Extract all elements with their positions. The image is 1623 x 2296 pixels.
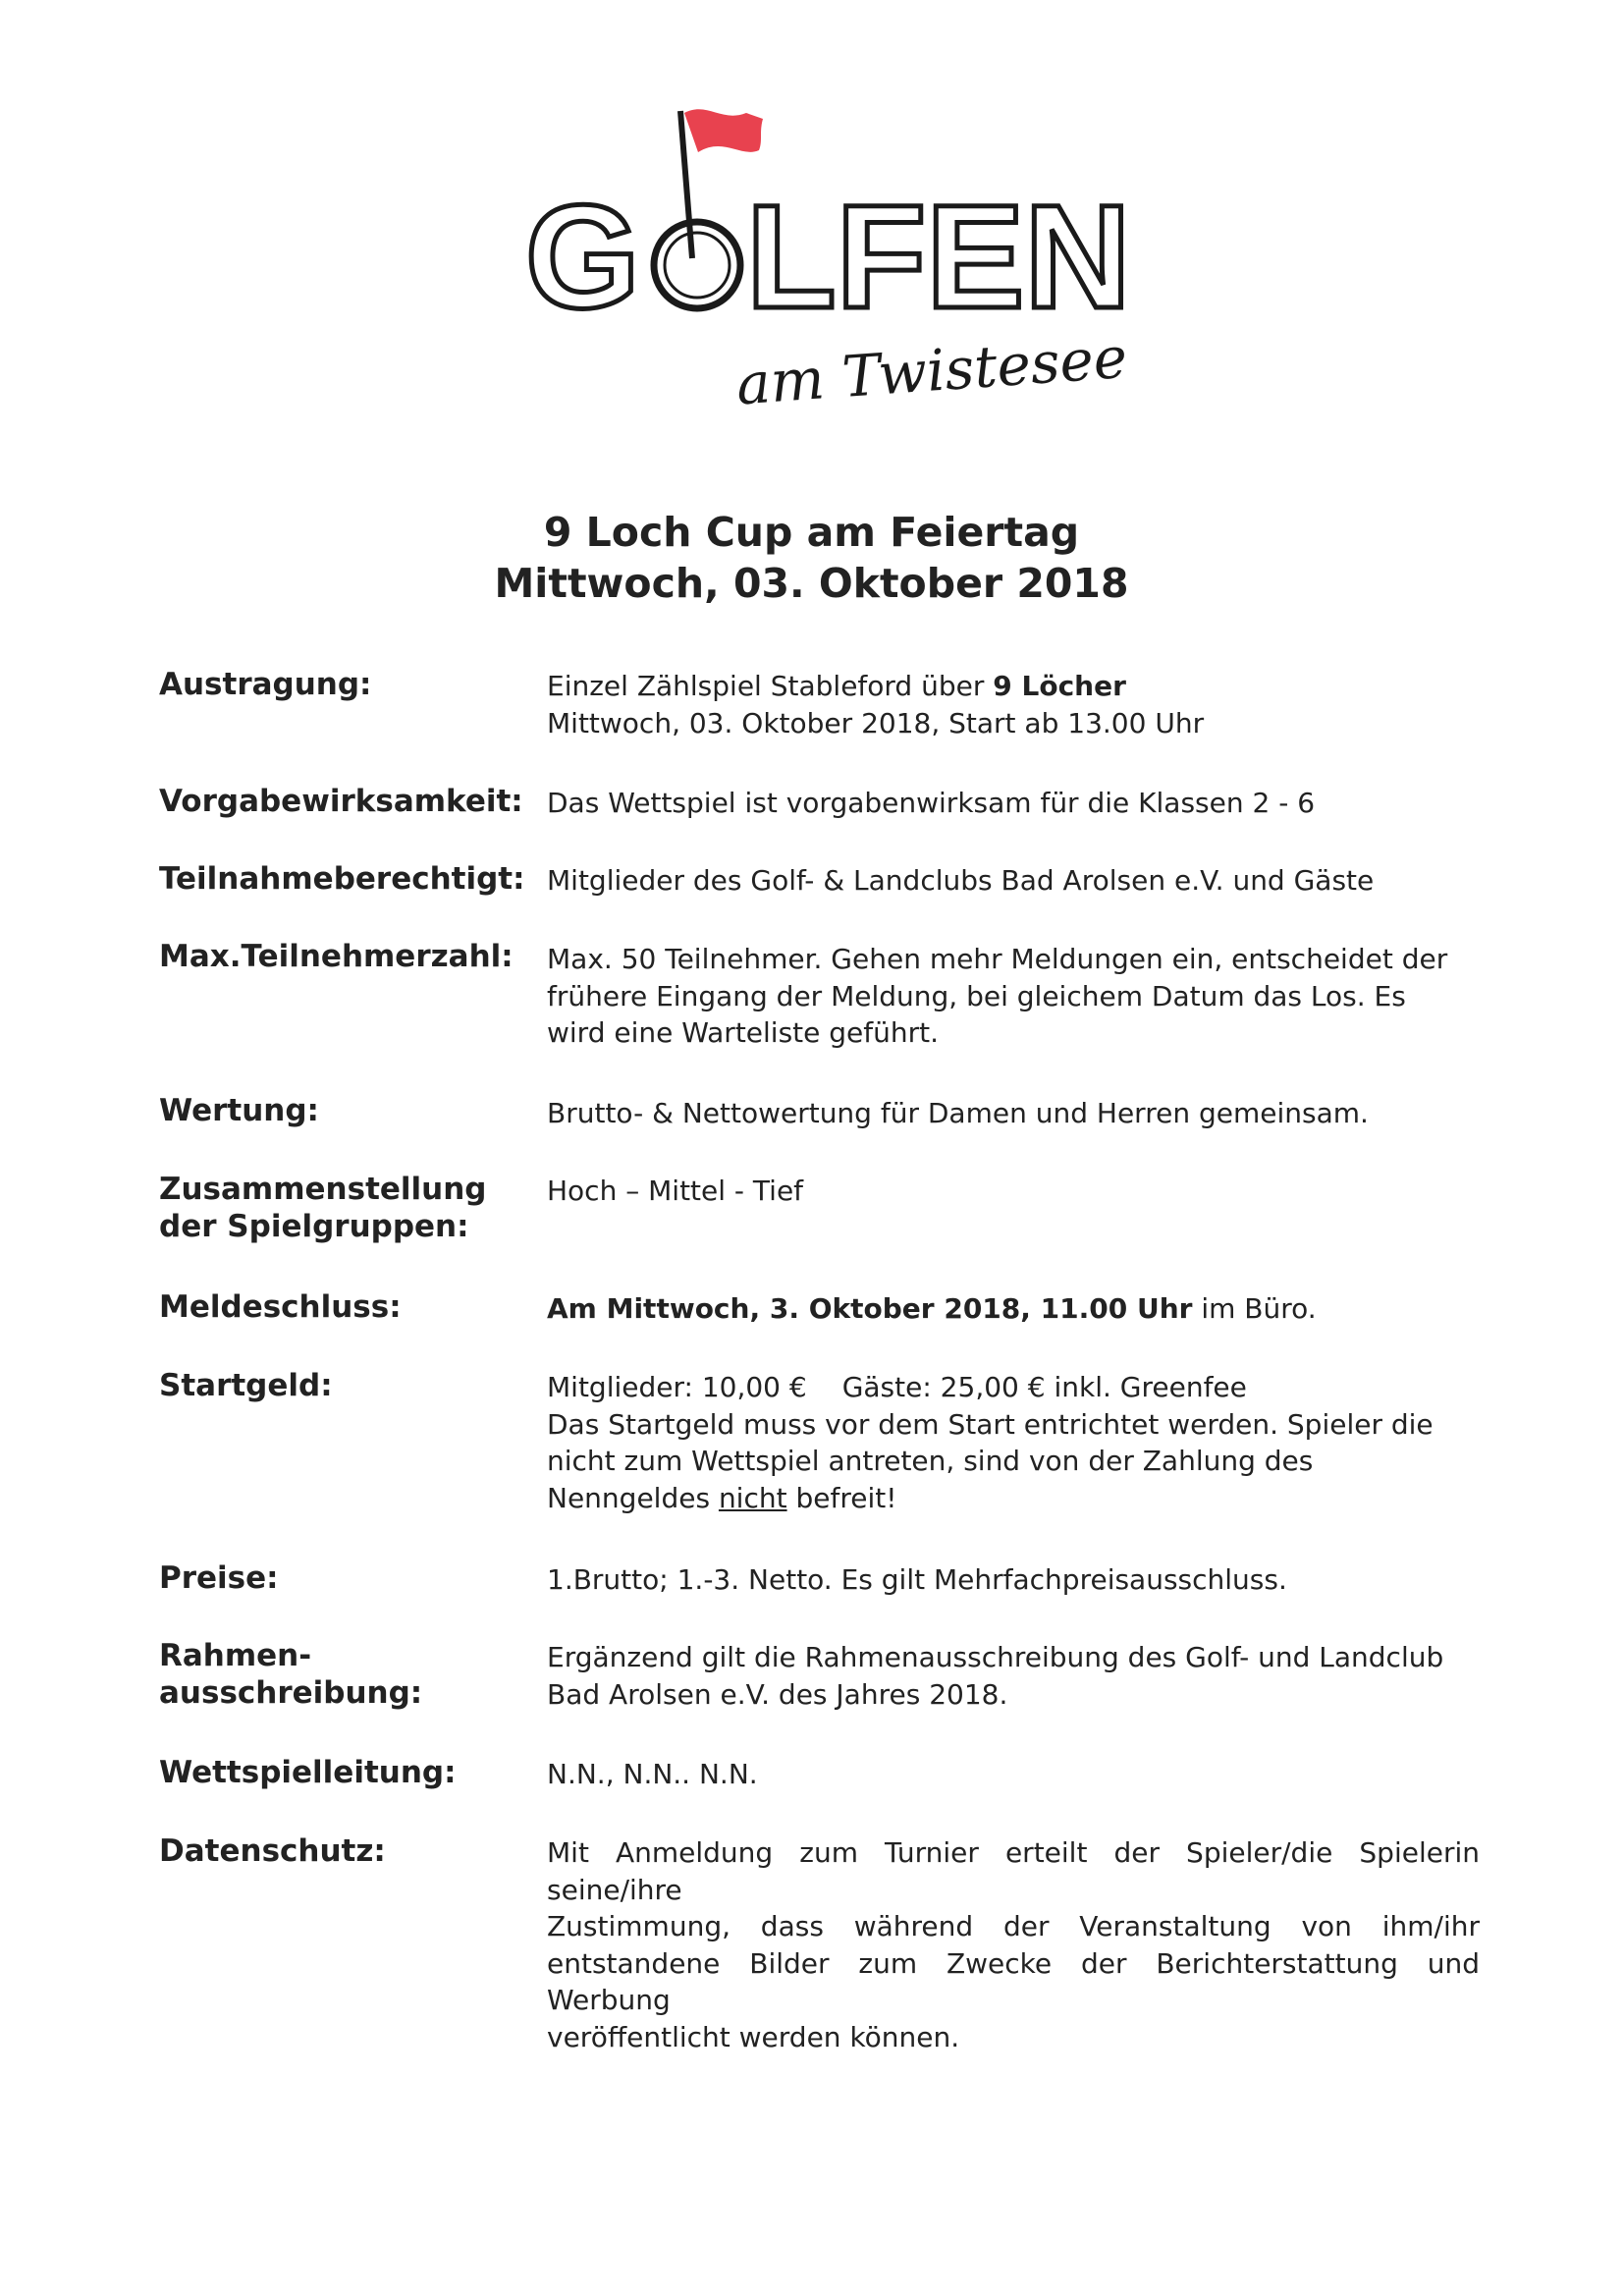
max-text: Max. 50 Teilnehmer. Gehen mehr Meldungen ein, entscheidet der frühere Eingang der Meldung, bei gleichem Datum das Los. Es wird eine Warteliste geführt. [547,943,1448,1049]
datenschutz-line3: entstandene Bilder zum Zwecke der Berichterstattung und Werbung [547,1946,1480,2016]
meldeschluss-location: im Büro. [1192,1292,1317,1325]
teilnahme-text: Mitglieder des Golf- & Landclubs Bad Arolsen e.V. und Gäste [547,864,1375,897]
startgeld-text: Das Startgeld muss vor dem Start entrichtet werden. Spieler die nicht zum Wettspiel antreten, sind von der Zahlung des Nenngeldes [547,1407,1434,1514]
logo-letters-lfen: LFEN [746,174,1131,339]
value-meldeschluss [547,1290,1480,1328]
startgeld-members: Mitglieder: 10,00 € [547,1371,807,1403]
value-wertung [547,1095,1480,1132]
label-preise: Preise: [159,1560,279,1596]
label-meldeschluss: Meldeschluss: [159,1289,402,1325]
value-austragung [547,668,1480,741]
label-austragung: Austragung: [159,667,372,702]
vorgabe-text: Das Wettspiel ist vorgabenwirksam für die Klassen 2 - 6 [547,787,1316,819]
value-wettspielleitung [547,1756,1480,1793]
value-rahmenausschreibung [547,1639,1480,1713]
label-wettspielleitung: Wettspielleitung: [159,1755,457,1790]
datenschutz-line2: Zustimmung, dass während der Veranstaltung von ihm/ihr [547,1910,1480,1942]
label-datenschutz: Datenschutz: [159,1833,386,1869]
label-zusammenstellung-line1: Zusammenstellung [159,1172,487,1207]
value-datenschutz [547,1834,1480,2055]
label-vorgabewirksamkeit: Vorgabewirksamkeit: [159,784,523,819]
logo-tagline: am Twistesee [733,323,1130,417]
red-flag-icon [684,109,763,152]
label-rahmen-line2: ausschreibung: [159,1675,423,1711]
austragung-text: Einzel Zählspiel Stableford über [547,670,994,702]
datenschutz-line4: veröffentlicht werden können. [547,2020,960,2053]
leitung-text: N.N., N.N.. N.N. [547,1758,758,1790]
label-rahmen-line1: Rahmen- [159,1638,312,1673]
startgeld-nicht: nicht [718,1481,787,1514]
wertung-text: Brutto- & Nettowertung für Damen und Herren gemeinsam. [547,1097,1369,1129]
label-rahmenausschreibung [159,1637,422,1712]
meldeschluss-deadline: Am Mittwoch, 3. Oktober 2018, 11.00 Uhr [547,1292,1193,1325]
value-preise [547,1561,1480,1599]
value-teilnahmeberechtigt [547,862,1480,900]
logo-letter-g: G [525,174,640,339]
zusammen-text: Hoch – Mittel - Tief [547,1175,804,1207]
golf-ball-icon [654,222,740,308]
label-zusammenstellung [159,1171,487,1245]
preise-text: 1.Brutto; 1.-3. Netto. Es gilt Mehrfachpreisausschluss. [547,1563,1287,1596]
startgeld-text-end: befreit! [786,1481,897,1514]
page-subtitle-date: Mittwoch, 03. Oktober 2018 [494,560,1129,607]
golfen-am-twistesee-logo [506,93,1144,417]
page-title: 9 Loch Cup am Feiertag [543,509,1080,556]
austragung-holes: 9 Löcher [993,670,1126,702]
label-zusammenstellung-line2: der Spielgruppen: [159,1209,469,1244]
label-startgeld: Startgeld: [159,1368,333,1403]
datenschutz-line1: Mit Anmeldung zum Turnier erteilt der Spieler/die Spielerin seine/ihre [547,1836,1480,1906]
label-max-teilnehmerzahl: Max.Teilnehmerzahl: [159,939,514,974]
label-wertung: Wertung: [159,1093,319,1128]
label-teilnahmeberechtigt: Teilnahmeberechtigt: [159,861,525,897]
rahmen-text: Ergänzend gilt die Rahmenausschreibung des Golf- und Landclub Bad Arolsen e.V. des Jahres 2018. [547,1641,1444,1711]
startgeld-guests: Gäste: 25,00 € inkl. Greenfee [841,1371,1247,1403]
value-max-teilnehmerzahl [547,941,1465,1052]
austragung-date: Mittwoch, 03. Oktober 2018, Start ab 13.00 Uhr [547,706,1205,739]
value-vorgabewirksamkeit [547,785,1480,822]
value-startgeld [547,1369,1485,1516]
value-zusammenstellung [547,1173,1480,1210]
